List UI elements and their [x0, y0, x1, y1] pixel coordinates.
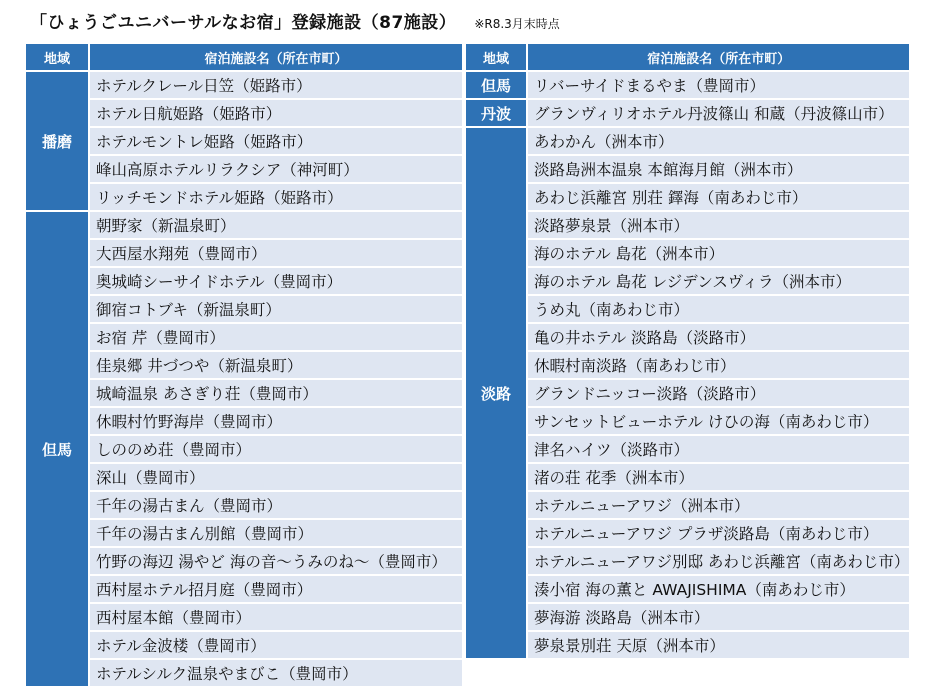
- facility-table-left: [26, 44, 464, 688]
- table-row: [466, 380, 911, 408]
- table-row: [26, 268, 464, 296]
- facility-cell: サンセットビューホテル けひの海（南あわじ市）: [528, 408, 911, 436]
- table-row: [466, 604, 911, 632]
- facility-cell: 休暇村竹野海岸（豊岡市）: [90, 408, 464, 436]
- facility-cell: 奥城崎シーサイドホテル（豊岡市）: [90, 268, 464, 296]
- table-row: [466, 576, 911, 604]
- table-row: [466, 156, 911, 184]
- page-title: 「ひょうごユニバーサルなお宿」登録施設（87施設）: [30, 13, 457, 33]
- facility-table-right: [466, 44, 911, 660]
- facility-cell: 夢海游 淡路島（洲本市）: [528, 604, 911, 632]
- table-row: [26, 548, 464, 576]
- facility-cell: 休暇村南淡路（南あわじ市）: [528, 352, 911, 380]
- region-cell: 但馬: [466, 72, 528, 100]
- table-row: [466, 408, 911, 436]
- facility-cell: 夢泉景別荘 天原（洲本市）: [528, 632, 911, 660]
- facility-cell: ホテルクレール日笠（姫路市）: [90, 72, 464, 100]
- table-row: [26, 380, 464, 408]
- table-row: [466, 632, 911, 660]
- table-row: [466, 548, 911, 576]
- table-row: [26, 296, 464, 324]
- facility-cell: お宿 芹（豊岡市）: [90, 324, 464, 352]
- facility-cell: 海のホテル 島花（洲本市）: [528, 240, 911, 268]
- table-row: [466, 128, 911, 156]
- region-cell: 丹波: [466, 100, 528, 128]
- facility-cell: グランヴィリオホテル丹波篠山 和蔵（丹波篠山市）: [528, 100, 911, 128]
- facility-cell: ホテルシルク温泉やまびこ（豊岡市）: [90, 660, 464, 688]
- region-header: 地域: [466, 44, 528, 72]
- facility-cell: 海のホテル 島花 レジデンスヴィラ（洲本市）: [528, 268, 911, 296]
- facility-cell: 千年の湯古まん別館（豊岡市）: [90, 520, 464, 548]
- table-row: [26, 100, 464, 128]
- facility-cell: リバーサイドまるやま（豊岡市）: [528, 72, 911, 100]
- facility-cell: ホテル日航姫路（姫路市）: [90, 100, 464, 128]
- table-row: [466, 436, 911, 464]
- facility-cell: 湊小宿 海の薫と AWAJISHIMA（南あわじ市）: [528, 576, 911, 604]
- facility-cell: 朝野家（新温泉町）: [90, 212, 464, 240]
- table-row: [466, 324, 911, 352]
- region-cell: 但馬: [26, 212, 90, 688]
- facility-cell: ホテル金波楼（豊岡市）: [90, 632, 464, 660]
- facility-cell: しののめ荘（豊岡市）: [90, 436, 464, 464]
- right-table-body: [466, 72, 911, 660]
- table-row: [26, 576, 464, 604]
- facility-cell: 津名ハイツ（淡路市）: [528, 436, 911, 464]
- table-row: [466, 240, 911, 268]
- region-cell: 播磨: [26, 72, 90, 212]
- facility-cell: 大西屋水翔苑（豊岡市）: [90, 240, 464, 268]
- table-row: [26, 212, 464, 240]
- table-row: [466, 464, 911, 492]
- table-row: [26, 492, 464, 520]
- table-row: [26, 408, 464, 436]
- table-row: [466, 492, 911, 520]
- table-row: [26, 632, 464, 660]
- table-row: [466, 352, 911, 380]
- facility-cell: ホテルニューアワジ別邸 あわじ浜離宮（南あわじ市）: [528, 548, 911, 576]
- facility-cell: ホテルニューアワジ プラザ淡路島（南あわじ市）: [528, 520, 911, 548]
- facility-header: 宿泊施設名（所在市町）: [528, 44, 911, 72]
- left-table-body: [26, 72, 464, 688]
- table-row: [26, 660, 464, 688]
- table-row: [26, 464, 464, 492]
- table-row: [466, 520, 911, 548]
- table-row: [26, 156, 464, 184]
- facility-cell: リッチモンドホテル姫路（姫路市）: [90, 184, 464, 212]
- region-cell: 淡路: [466, 128, 528, 660]
- table-row: [466, 296, 911, 324]
- facility-cell: 淡路夢泉景（洲本市）: [528, 212, 911, 240]
- table-header-row: [26, 44, 464, 72]
- table-row: [466, 268, 911, 296]
- table-row: [26, 436, 464, 464]
- facility-cell: 御宿コトブキ（新温泉町）: [90, 296, 464, 324]
- facility-cell: 千年の湯古まん（豊岡市）: [90, 492, 464, 520]
- facility-cell: 淡路島洲本温泉 本館海月館（洲本市）: [528, 156, 911, 184]
- table-row: [26, 604, 464, 632]
- facility-cell: 西村屋本館（豊岡市）: [90, 604, 464, 632]
- facility-cell: 亀の井ホテル 淡路島（淡路市）: [528, 324, 911, 352]
- table-row: [466, 72, 911, 100]
- table-row: [26, 184, 464, 212]
- facility-cell: あわじ浜離宮 別荘 鐸海（南あわじ市）: [528, 184, 911, 212]
- table-row: [26, 240, 464, 268]
- table-row: [26, 352, 464, 380]
- table-row: [466, 100, 911, 128]
- table-row: [466, 212, 911, 240]
- facility-cell: 竹野の海辺 湯やど 海の音～うみのね～（豊岡市）: [90, 548, 464, 576]
- as-of-note: ※R8.3月末時点: [474, 17, 560, 31]
- facility-cell: あわかん（洲本市）: [528, 128, 911, 156]
- facility-cell: 峰山高原ホテルリラクシア（神河町）: [90, 156, 464, 184]
- table-row: [26, 520, 464, 548]
- facility-cell: ホテルニューアワジ（洲本市）: [528, 492, 911, 520]
- region-header: 地域: [26, 44, 90, 72]
- facility-cell: 西村屋ホテル招月庭（豊岡市）: [90, 576, 464, 604]
- facility-cell: グランドニッコー淡路（淡路市）: [528, 380, 911, 408]
- facility-cell: うめ丸（南あわじ市）: [528, 296, 911, 324]
- facility-cell: ホテルモントレ姫路（姫路市）: [90, 128, 464, 156]
- table-header-row: [466, 44, 911, 72]
- page-title-area: [30, 8, 560, 36]
- facility-cell: 城崎温泉 あさぎり荘（豊岡市）: [90, 380, 464, 408]
- facility-cell: 渚の荘 花季（洲本市）: [528, 464, 911, 492]
- facility-cell: 佳泉郷 井づつや（新温泉町）: [90, 352, 464, 380]
- table-row: [26, 72, 464, 100]
- facility-header: 宿泊施設名（所在市町）: [90, 44, 464, 72]
- table-row: [26, 128, 464, 156]
- table-row: [466, 184, 911, 212]
- facility-cell: 深山（豊岡市）: [90, 464, 464, 492]
- table-row: [26, 324, 464, 352]
